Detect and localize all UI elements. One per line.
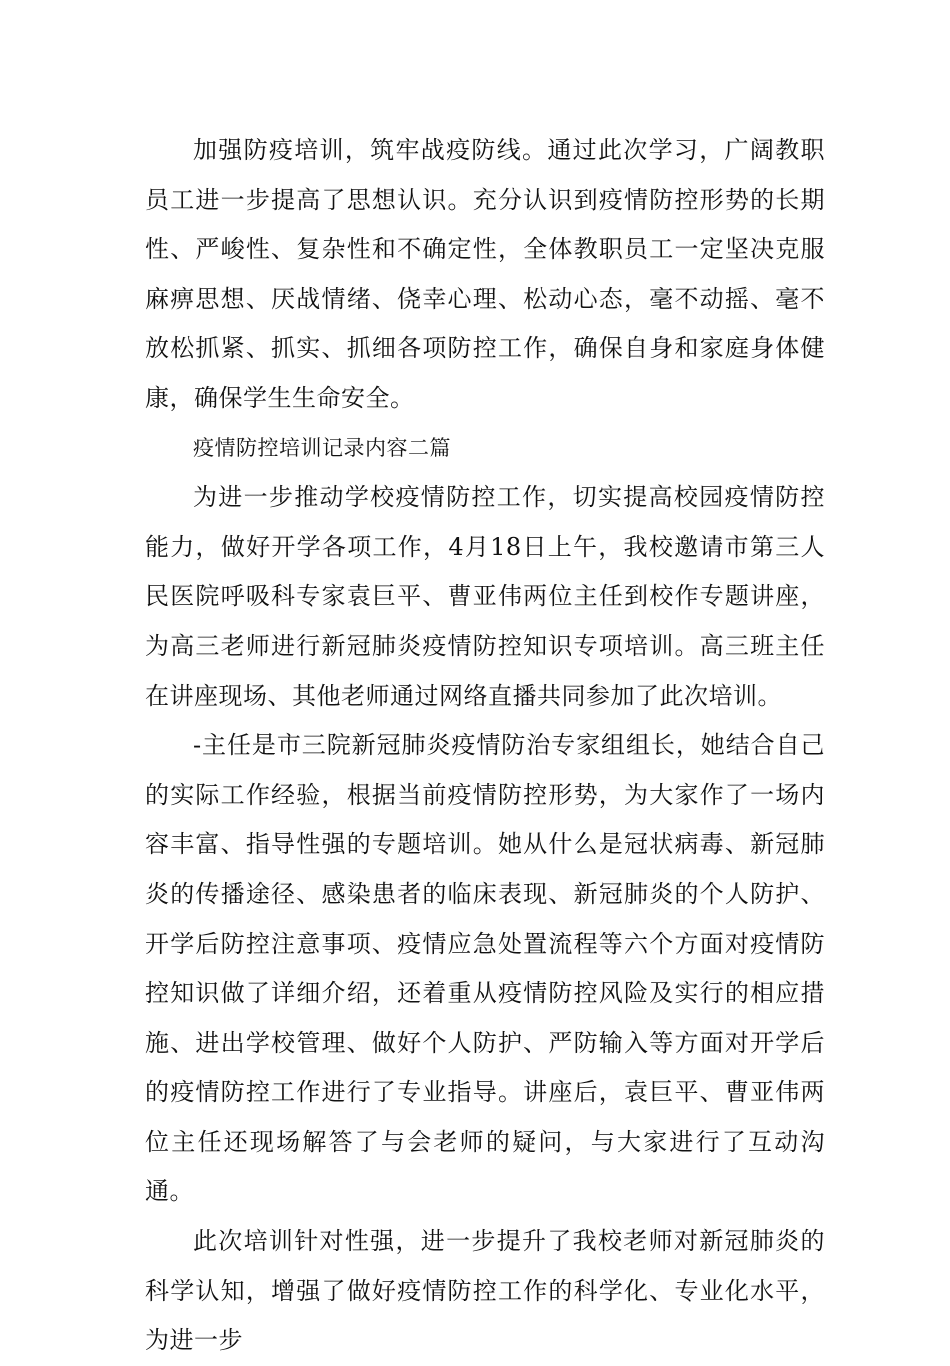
section-title: 疫情防控培训记录内容二篇 [193, 435, 451, 460]
paragraph-conclusion: 此次培训针对性强，进一步提升了我校老师对新冠肺炎的科学认知，增强了做好疫情防控工作的科学化、专业化水平，为进一步 [145, 1227, 825, 1355]
paragraph-training-overview: 为进一步推动学校疫情防控工作，切实提高校园疫情防控能力，做好开学各项工作，4月18日上午，我校邀请市第三人民医院呼吸科专家袁巨平、曹亚伟两位主任到校作专题讲座，为高三老师进行新冠肺炎疫情防控知识专项培训。高三班主任在讲座现场、其他老师通过网络直播共同参加了此次培训。 [145, 483, 825, 710]
paragraph-lecture-detail: -主任是市三院新冠肺炎疫情防治专家组组长，她结合自己的实际工作经验，根据当前疫情防控形势，为大家作了一场内容丰富、指导性强的专题培训。她从什么是冠状病毒、新冠肺炎的传播途径、感染患者的临床表现、新冠肺炎的个人防护、开学后防控注意事项、疫情应急处置流程等六个方面对疫情防控知识做了详细介绍，还着重从疫情防控风险及实行的相应措施、进出学校管理、做好个人防护、严防输入等方面对开学后的疫情防控工作进行了专业指导。讲座后，袁巨平、曹亚伟两位主任还现场解答了与会老师的疑问，与大家进行了互动沟通。 [145, 731, 825, 1206]
document-page [145, 126, 825, 1366]
paragraph-intro: 加强防疫培训，筑牢战疫防线。通过此次学习，广阔教职员工进一步提高了思想认识。充分认识到疫情防控形势的长期性、严峻性、复杂性和不确定性，全体教职员工一定坚决克服麻痹思想、厌战情绪、侥幸心理、松动心态，毫不动摇、毫不放松抓紧、抓实、抓细各项防控工作，确保自身和家庭身体健康，确保学生生命安全。 [145, 136, 825, 412]
